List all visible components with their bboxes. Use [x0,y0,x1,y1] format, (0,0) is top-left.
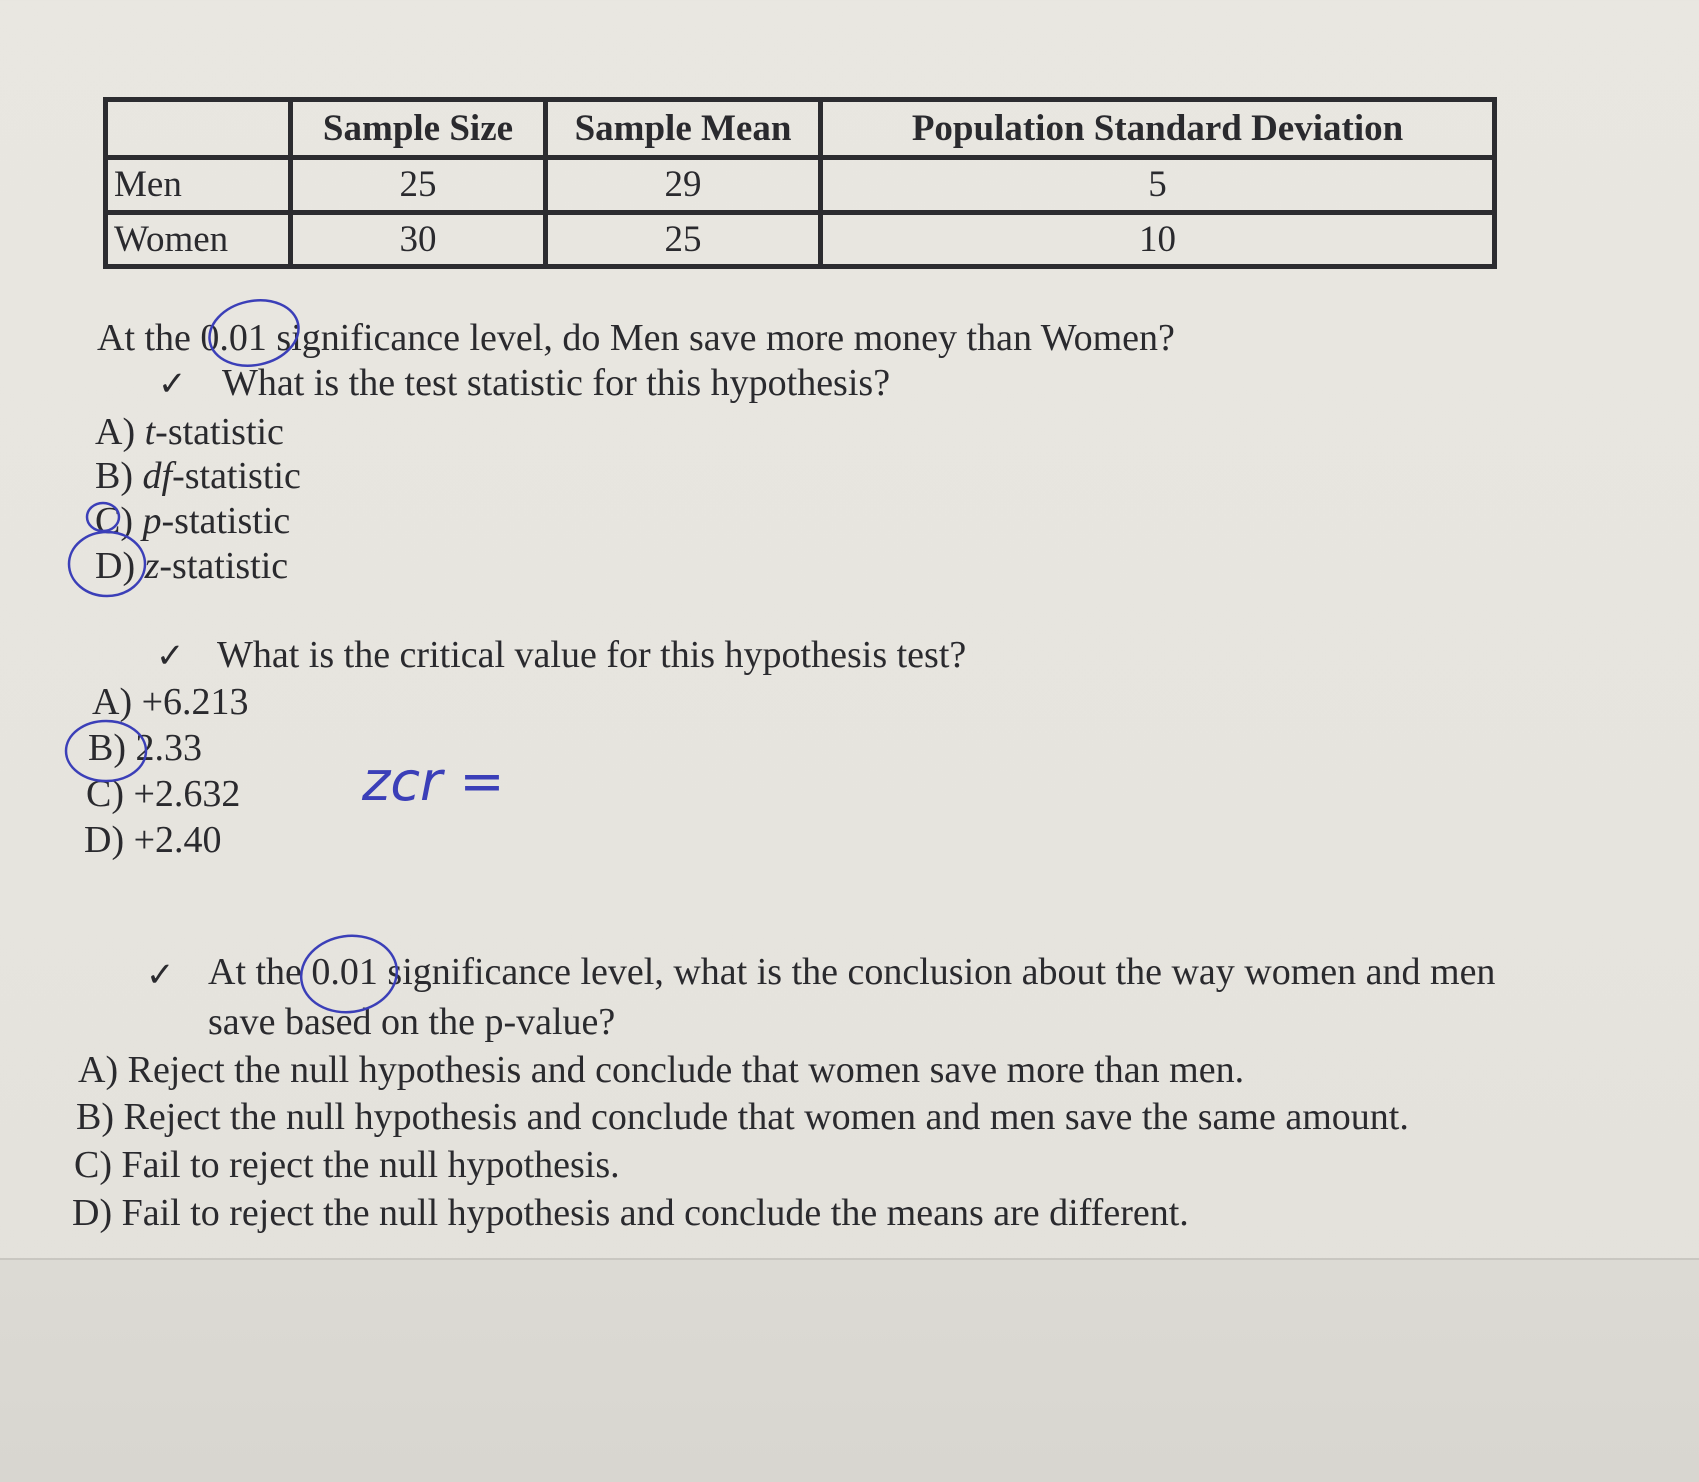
cell-pop-sd: 10 [821,212,1495,267]
q2-option-c: C) +2.632 [86,773,241,815]
q1-option-b [95,454,301,498]
q3-option-d: D) Fail to reject the null hypothesis and conclude the means are different. [72,1192,1189,1234]
q1-option-d [95,544,288,588]
option-var: t [144,411,156,453]
table-row [106,212,1495,267]
cell-pop-sd: 5 [821,158,1495,213]
q3-option-c: C) Fail to reject the null hypothesis. [74,1144,620,1186]
option-text: -statistic [155,411,284,453]
check-mark-icon: ✓ [156,638,185,675]
option-var: z [144,545,160,587]
row-label: Men [106,158,291,213]
q3-question-line1: At the 0.01 significance level, what is the conclusion about the way women and men [208,951,1496,993]
cell-sample-size: 25 [291,158,546,213]
intro-question: At the 0.01 significance level, do Men save more money than Women? [97,317,1175,359]
paper-fold-shadow [0,1258,1699,1482]
option-var: p [142,500,162,542]
cell-sample-mean: 25 [546,212,821,267]
table-header-row [106,100,1495,158]
cell-sample-size: 30 [291,212,546,267]
option-letter: B) [95,455,133,497]
q1-question: What is the test statistic for this hypothesis? [222,362,891,404]
q1-option-a [95,410,284,454]
handwritten-zcr: zcr = [362,750,505,813]
option-text: -statistic [161,500,291,542]
data-table [103,97,1497,269]
q2-option-b: B) 2.33 [88,727,202,769]
option-letter: C) [95,500,133,542]
check-mark-icon: ✓ [158,366,187,403]
option-text: -statistic [159,545,289,587]
q3-option-a: A) Reject the null hypothesis and conclude that women save more than men. [78,1049,1245,1091]
header-pop-sd: Population Standard Deviation [821,100,1495,158]
option-var: df [142,455,173,497]
option-letter: A) [95,411,136,453]
header-sample-size: Sample Size [291,100,546,158]
q3-option-b: B) Reject the null hypothesis and conclude that women and men save the same amount. [76,1096,1409,1138]
option-letter: D) [95,545,136,587]
check-mark-icon: ✓ [146,957,175,994]
header-empty [106,100,291,158]
q1-option-c [95,499,290,543]
q2-question: What is the critical value for this hypothesis test? [217,634,967,676]
header-sample-mean: Sample Mean [546,100,821,158]
row-label: Women [106,212,291,267]
table-row [106,158,1495,213]
q2-option-a: A) +6.213 [92,681,249,723]
q2-option-d: D) +2.40 [84,819,222,861]
option-text: -statistic [172,455,301,497]
cell-sample-mean: 29 [546,158,821,213]
q3-question-line2: save based on the p-value? [208,1001,616,1043]
